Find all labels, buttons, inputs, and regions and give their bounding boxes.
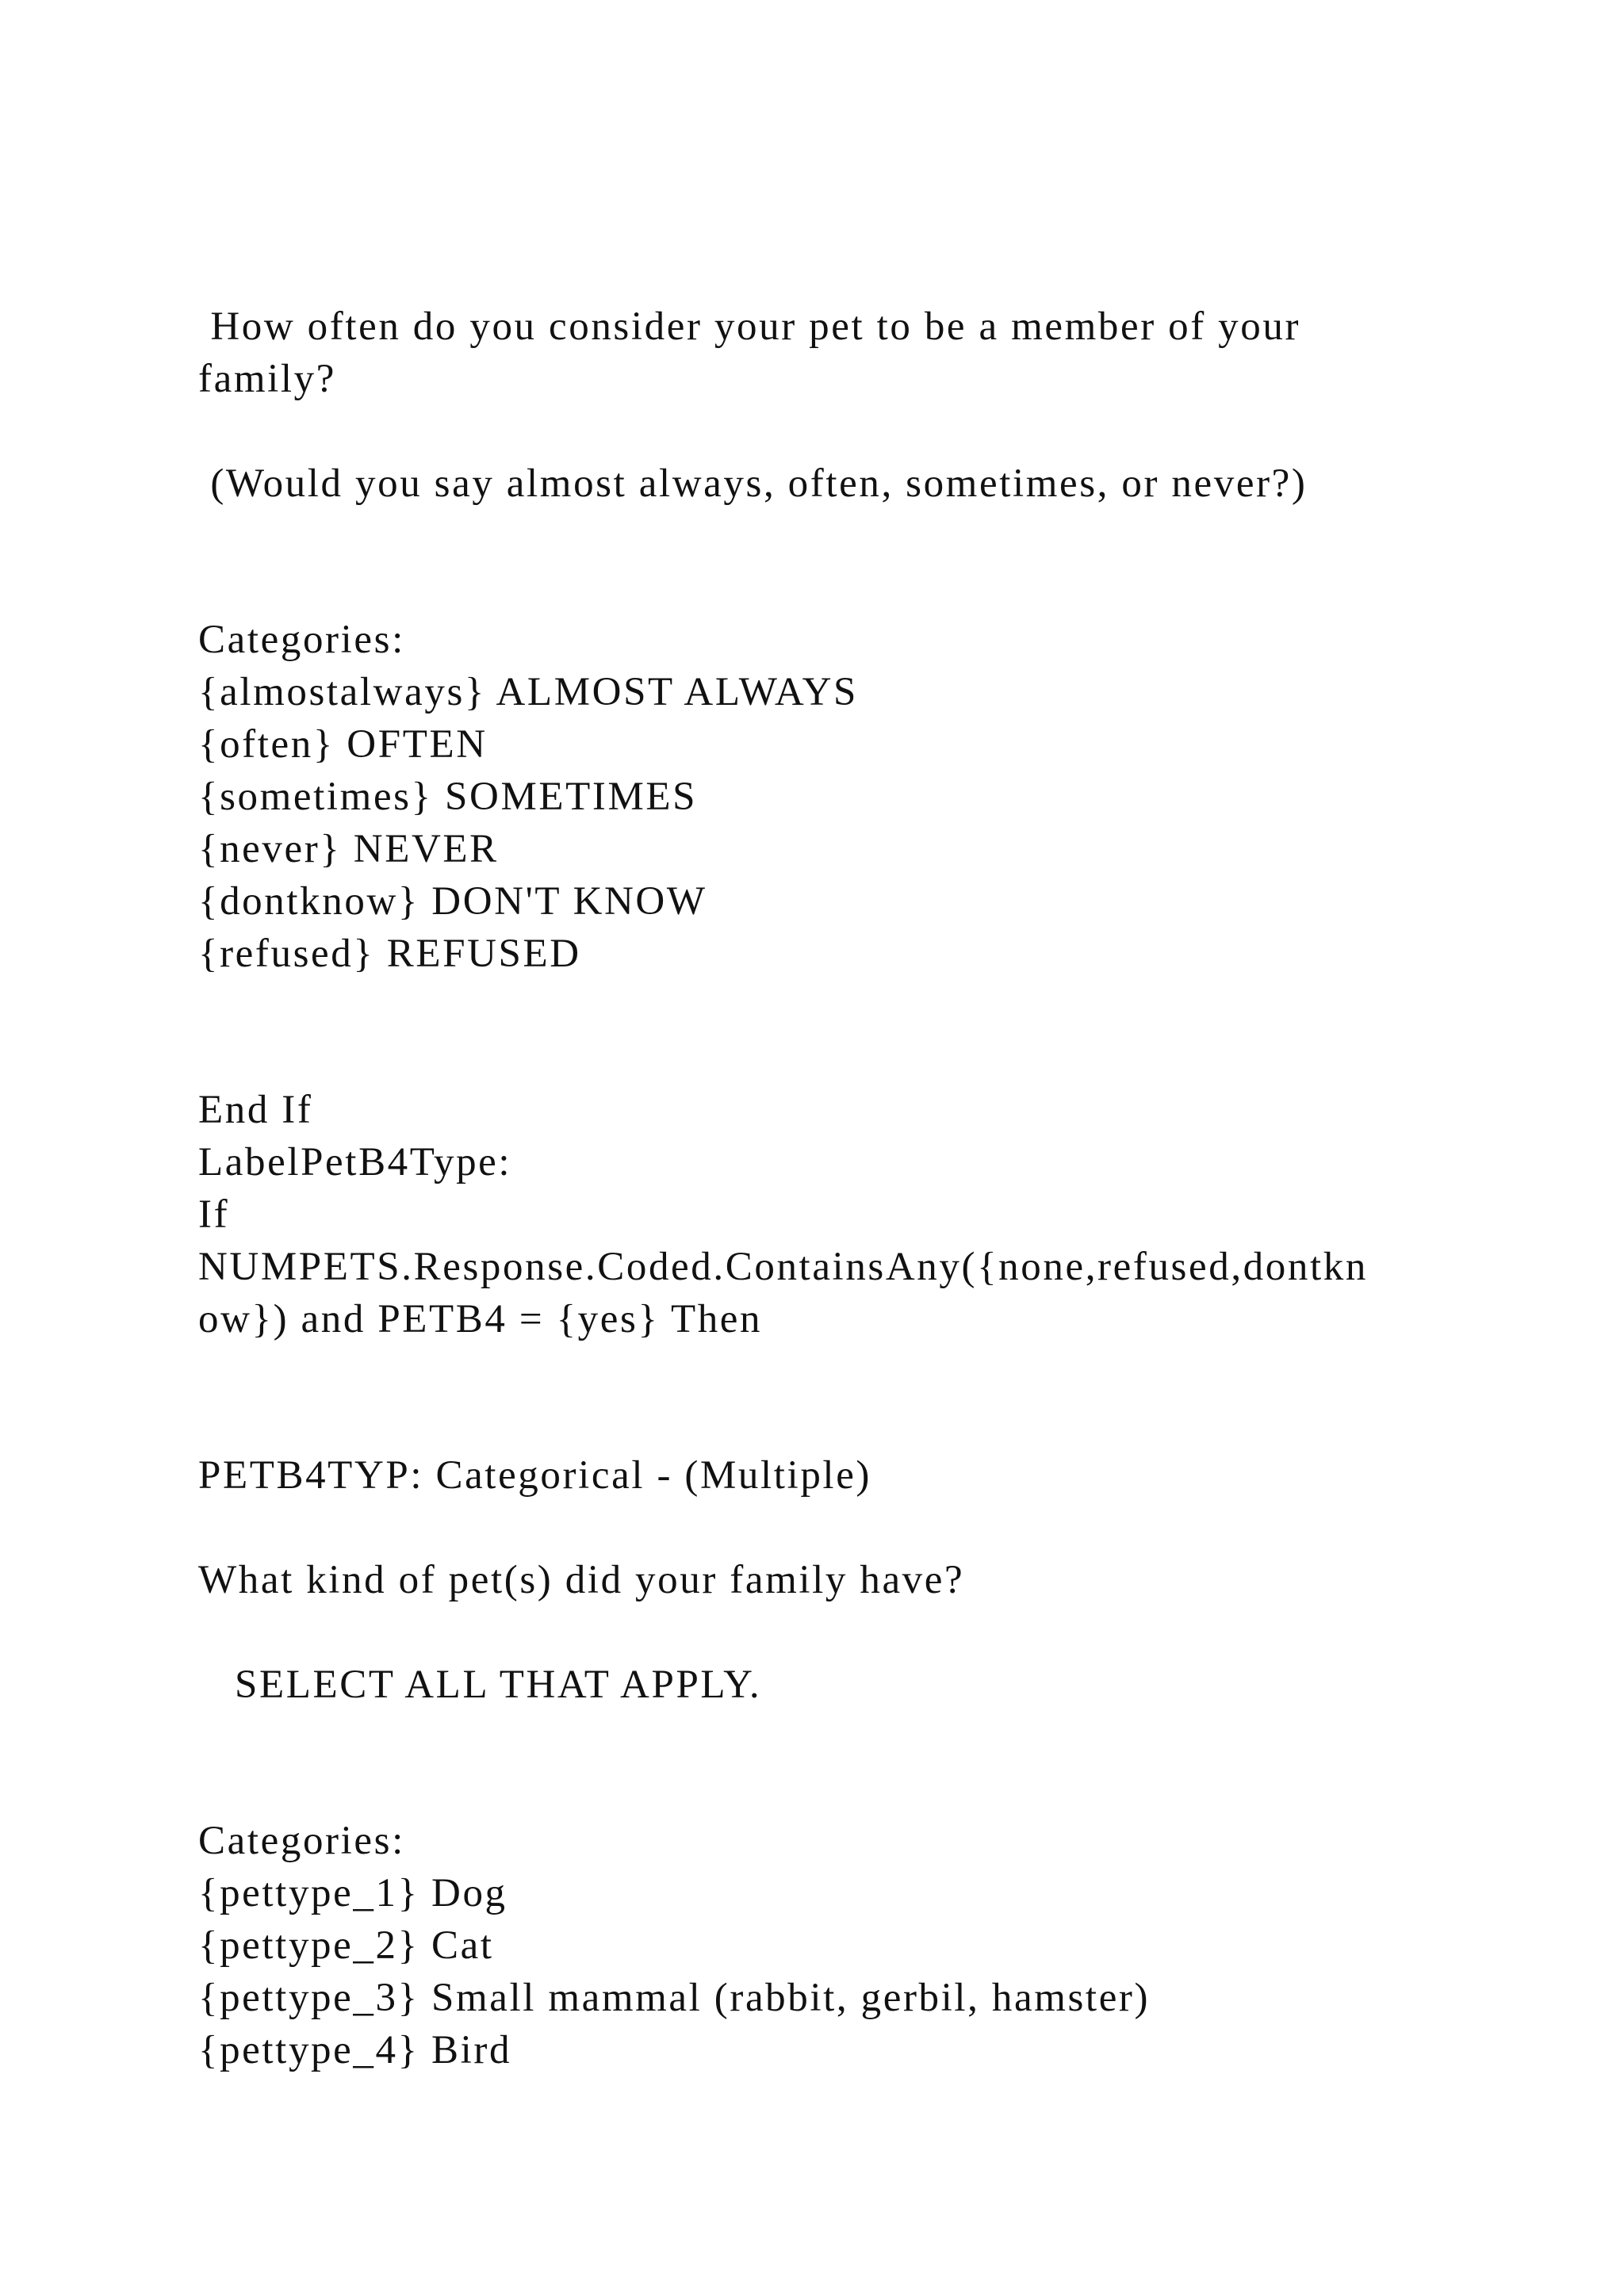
label-statement: LabelPetB4Type:: [198, 1140, 512, 1184]
category-option: {pettype_2} Cat: [198, 1923, 494, 1968]
category-option: {pettype_3} Small mammal (rabbit, gerbil, hamster): [198, 1976, 1151, 2020]
condition-line-1: NUMPETS.Response.Coded.ContainsAny({none,refused,dontkn: [198, 1245, 1368, 1289]
category-option: {pettype_1} Dog: [198, 1871, 508, 1915]
question-prompt: (Would you say almost always, often, sometimes, or never?): [198, 461, 1308, 506]
end-if-statement: End If: [198, 1088, 313, 1132]
category-option: {pettype_4} Bird: [198, 2028, 512, 2072]
condition-line-2: ow}) and PETB4 = {yes} Then: [198, 1297, 763, 1341]
categories-heading: Categories:: [198, 1819, 405, 1863]
categories-heading: Categories:: [198, 618, 405, 662]
category-option: {almostalways} ALMOST ALWAYS: [198, 670, 859, 714]
variable-definition: PETB4TYP: Categorical - (Multiple): [198, 1453, 872, 1498]
category-option: {never} NEVER: [198, 827, 499, 871]
if-keyword: If: [198, 1192, 230, 1237]
question-text: What kind of pet(s) did your family have?: [198, 1558, 965, 1602]
question-text-line-2: family?: [198, 357, 336, 401]
category-option: {sometimes} SOMETIMES: [198, 775, 698, 819]
instruction-text: SELECT ALL THAT APPLY.: [198, 1663, 762, 1707]
question-text-line-1: How often do you consider your pet to be a member of your: [198, 304, 1301, 349]
category-option: {refused} REFUSED: [198, 932, 581, 976]
category-option: {often} OFTEN: [198, 722, 488, 767]
category-option: {dontknow} DON'T KNOW: [198, 879, 707, 924]
